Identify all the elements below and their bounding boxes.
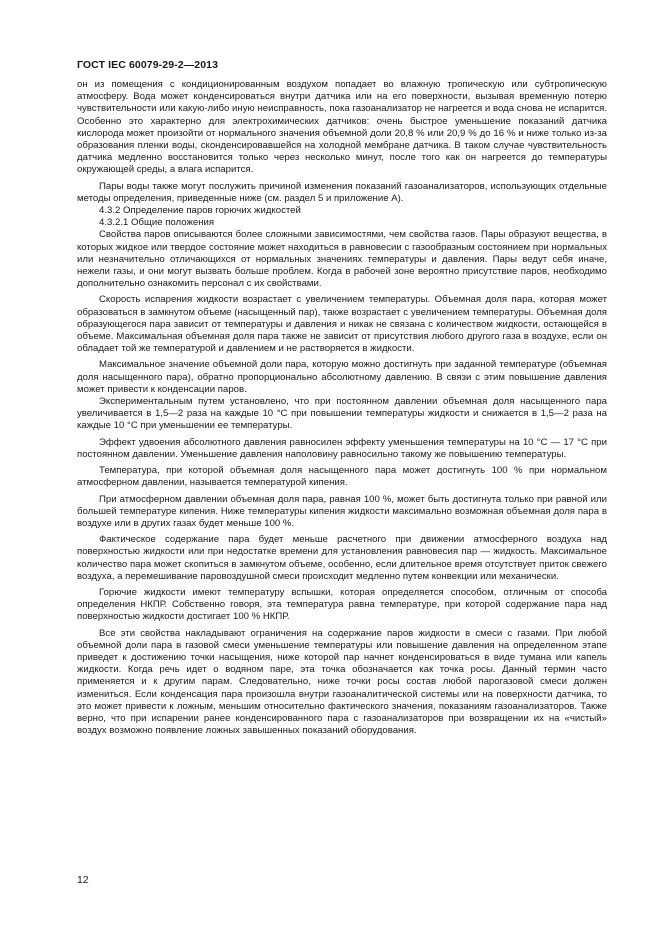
paragraph-atmospheric-pressure: При атмосферном давлении объемная доля пара, равная 100 %, может быть достигнута только при равной или большей температуре кипения. Ниже температуры кипения жидкости максимально возможная объемная доля пара в воздухе или в других газах будет меньше 100 %. — [77, 493, 607, 529]
document-header: ГОСТ IEC 60079-29-2—2013 — [77, 59, 219, 71]
paragraph-max-vapour-fraction: Максимальное значение объемной доли пара, которую можно достигнуть при заданной температуре (объемная доля насыщенного пара), обратно пропорционально абсолютному давлению. В связи с этим повышение давления может привести к конденсации паров. — [77, 359, 607, 395]
section-heading-4-3-2-1: 4.3.2.1 Общие положения — [99, 217, 215, 229]
section-heading-4-3-2: 4.3.2 Определение паров горючих жидкостей — [99, 205, 301, 217]
paragraph-flash-point: Горючие жидкости имеют температуру вспышки, которая определяется способом, отличным от способа определения НКПР. Собственно говоря, эта температура равна температуре, при которой содержание пара над поверхностью жидкости достигает 100 % НКПР. — [77, 586, 607, 623]
paragraph-boiling-point: Температура, при которой объемная доля насыщенного пара может достигнуть 100 % при нормальном атмосферном давлении, называется температурой кипения. — [77, 465, 607, 489]
paragraph-vapour-properties: Свойства паров описываются более сложными зависимостями, чем свойства газов. Пары образуют вещества, в которых жидкое или твердое состояние может находиться в равновесии с газообразным состоянием при нормальных или незначительно отличающихся от нормальных значениях температуры и давления. Пары ведут себя иначе, нежели газы, и они могут вызвать больше проблем. Когда в рабочей зоне вероятно присутствие паров, необходимо дополнительно ознакомить персонал с их свойствами. — [77, 229, 607, 290]
page-number: 12 — [77, 874, 89, 886]
paragraph-evaporation-rate: Скорость испарения жидкости возрастает с увеличением температуры. Объемная доля пара, которая может образоваться в замкнутом объеме (насыщенный пар), также возрастает с увеличением температуры. Объемная доля образующегося пара зависит от температуры и давления и никак не связана с количеством жидкости, остающейся в объеме. Максимальная объемная доля пара также не зависит от присутствия любого другого газа в воздухе, если он обладает той же температурой и давлением и не растворяется в жидкости. — [77, 294, 607, 355]
paragraph-experimental: Экспериментальным путем установлено, что при постоянном давлении объемная доля насыщенного пара увеличивается в 1,5—2 раза на каждые 10 °С при повышении температуры жидкости и снижается в 1,5—2 раза на каждые 10 °С при уменьшении ее температуры. — [77, 396, 607, 432]
paragraph-condensation: он из помещения с кондиционированным воздухом попадает во влажную тропическую или субтропическую атмосферу. Вода может конденсироваться внутри датчика или на его поверхности, вызывая временную потерю чувствительности или какую-либо иную неисправность, пока газоанализатор не нагреется и вода снова не испарится. Особенно это характерно для электрохимических датчиков: очень быстрое уменьшение показаний датчика кислорода может произойти от нормального значения объемной доли 20,8 % или 20,9 % до 16 % и ниже только из-за образования пленки воды, сконденсировавшейся на холодной мембране датчика. В таком случае чувствительность датчика медленно восстановится только через несколько минут, после того как он нагреется до температуры окружающей среды, а влага испарится. — [77, 79, 607, 176]
paragraph-pressure-effect: Эффект удвоения абсолютного давления равносилен эффекту уменьшения температуры на 10 °С — 17 °С при постоянном давлении. Уменьшение давления наполовину равносильно такому же повышению температуры. — [77, 436, 607, 460]
paragraph-dew-point: Все эти свойства накладывают ограничения на содержание паров жидкости в смеси с газами. При любой объемной доли пара в газовой смеси уменьшение температуры или повышение давления на определенном этапе приведет к достижению точки насыщения, ниже которой пар начнет конденсироваться в виде тумана или капель жидкости. Когда речь идет о водяном паре, эта точка обозначается как точка росы. Данный термин часто применяется и к другим парам. Следовательно, ниже точки росы состав любой парогазовой смеси должен измениться. Если конденсация пара произошла внутри газоаналитической системы или на поверхности датчика, то это может привести к ложным, меньшим относительно фактического значения, показаниям газоанализаторов. Также верно, что при испарении ранее конденсированного пара с газоанализаторов при возвращении их на «чистый» воздух возможно появление ложных завышенных показаний оборудования. — [77, 627, 607, 737]
paragraph-water-vapour: Пары воды также могут послужить причиной изменения показаний газоанализаторов, использующих отдельные методы определения, приведенные ниже (см. раздел 5 и приложение А). — [77, 180, 607, 204]
paragraph-actual-content: Фактическое содержание пара будет меньше расчетного при движении атмосферного воздуха над поверхностью жидкости или при недостатке времени для установления равновесия пар — жидкость. Максимальное количество пара может скопиться в замкнутом объеме, особенно, если длительное время отсутствует приток свежего воздуха, а перемешивание паровоздушной смеси происходит медленно путем конвекции или механически. — [77, 534, 607, 582]
body-text — [77, 79, 607, 737]
